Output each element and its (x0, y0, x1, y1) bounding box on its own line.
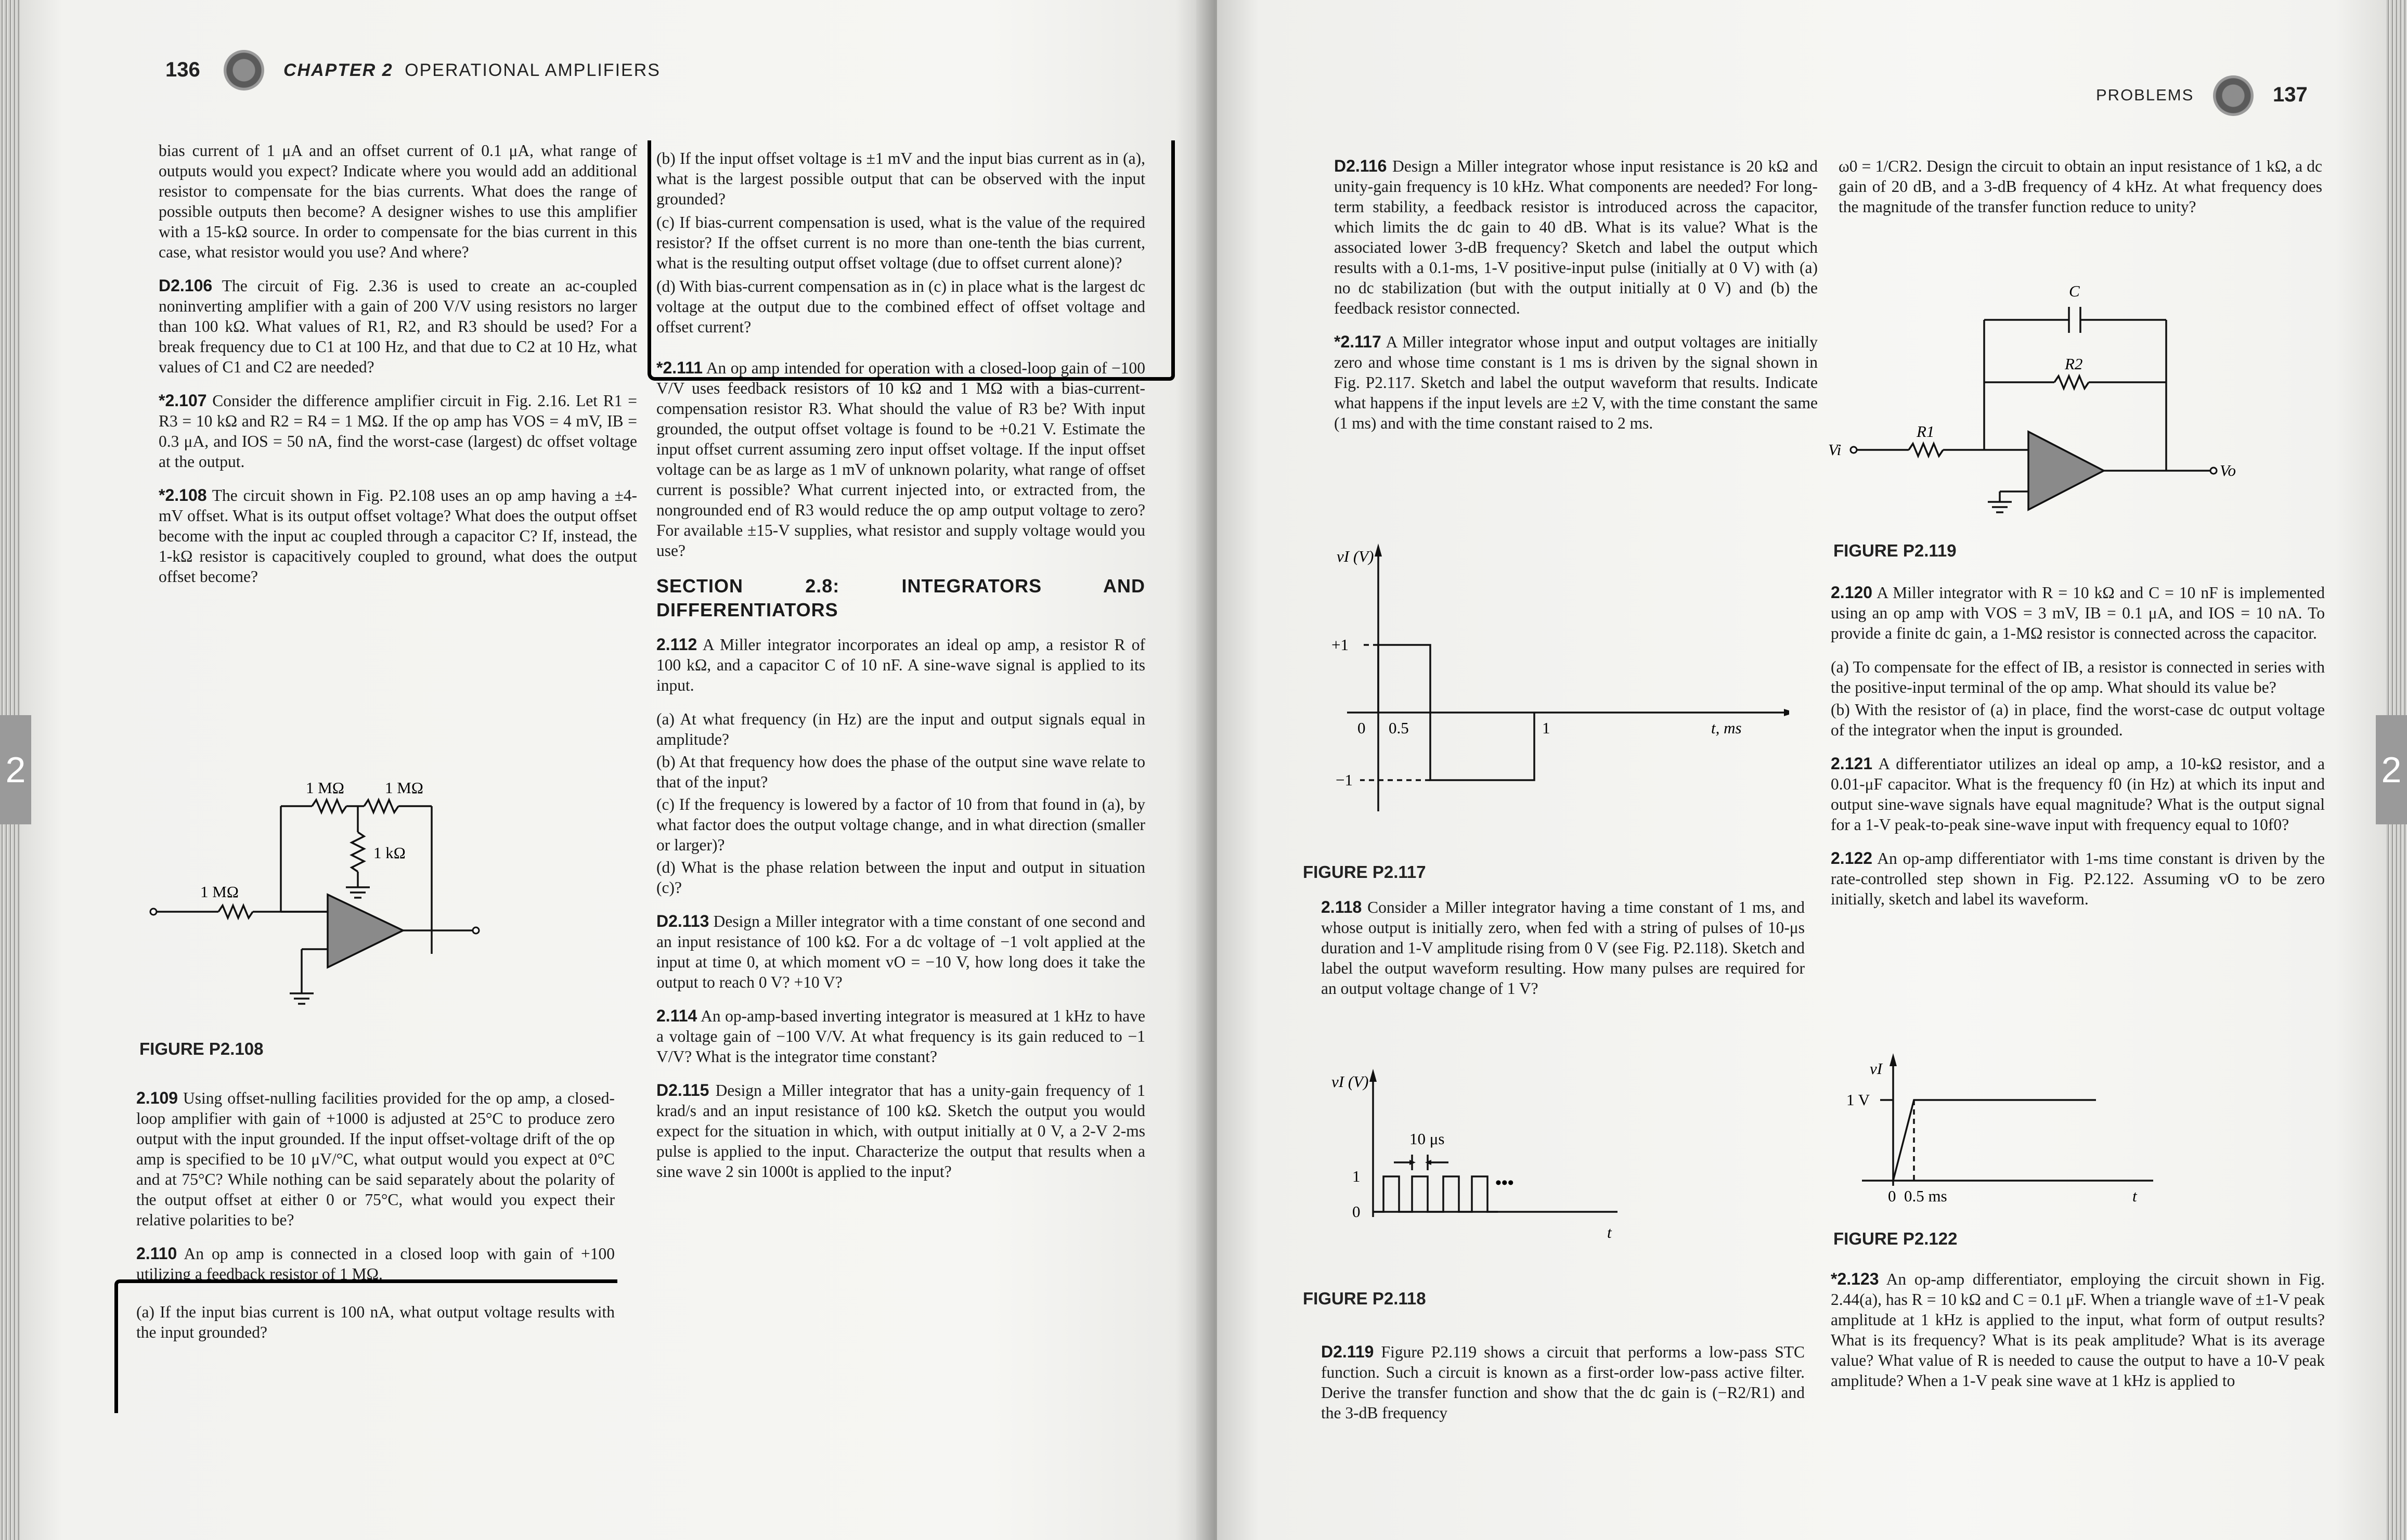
problem-text: An op amp is connected in a closed loop with gain of +100 utilizing a feedback resistor of 1 MΩ. (136, 1245, 615, 1283)
problem-text: A Miller integrator whose input and output voltages are initially zero and whose time constant is 1 ms is driven by the signal shown in Fig. P2.117. Sketch and label the output waveform that results. Indicate what happens if the input levels are ±2 V, with the time constant the same (1 ms) and with the time constant raised to 2 ms. (1334, 333, 1818, 432)
problem-2-120-b: (b) With the resistor of (a) in place, find the worst-case dc output voltage of the integrator when the input is grounded. (1831, 701, 2325, 739)
problem-2-110-b: (b) If the input offset voltage is ±1 mV and the input bias current as in (a), what is the largest possible output that can be observed with the input grounded? (656, 149, 1145, 208)
left-header (165, 58, 200, 82)
axis-label: t (1607, 1223, 1612, 1241)
problem-number: D2.116 (1334, 157, 1387, 175)
chapter-title: OPERATIONAL AMPLIFIERS (405, 60, 661, 80)
problem-D2-119 (1321, 1342, 1805, 1423)
problem-2-118 (1321, 897, 1805, 999)
right-page (1217, 0, 2407, 1540)
axis-label: vI (V) (1337, 547, 1374, 565)
tick-label: +1 (1331, 636, 1349, 654)
problem-text: An op-amp differentiator with 1-ms time constant is driven by the rate-controlled step shown in Fig. P2.122. Assuming vO to be zero initially, sketch and label its waveform. (1831, 849, 2325, 908)
problem-text: The circuit of Fig. 2.36 is used to create an ac-coupled noninverting amplifier with a gain of 200 V/V using resistors no larger than 100 kΩ. What values of R1, R2, and R3 should be used? For a break frequency due to C1 at 100 Hz, and that due to C2 at 10 Hz, what values of C1 and C2 are needed? (159, 277, 637, 376)
problem-2-110-a: (a) If the input bias current is 100 nA, what output voltage results with the input grounded? (136, 1303, 615, 1341)
problem-text: Consider a Miller integrator having a time constant of 1 ms, and whose output is initially zero, when fed with a string of pulses of 10-μs duration and 1-V amplitude rising from 0 V (see Fig. P2.118). Sketch and label the output waveform resulting. How many pulses are required for an output voltage change of 1 V? (1321, 898, 1805, 998)
tick-label: 1 (1542, 719, 1550, 737)
chapter-label: CHAPTER 2 (283, 60, 393, 80)
problem-2-109 (136, 1088, 615, 1230)
problem-number: 2.122 (1831, 849, 1873, 868)
problem-2-111 (656, 358, 1145, 561)
problem-2-110-d: (d) With bias-current compensation as in (c) in place what is the largest dc voltage at the output due to the combined effect of offset voltage and offset current? (656, 277, 1145, 336)
continuation-dots: ••• (1495, 1173, 1514, 1193)
figure-p2-117 (1321, 541, 1789, 822)
problem-text: Consider the difference amplifier circuit in Fig. 2.16. Let R1 = R3 = 10 kΩ and R2 = R4 = 1 MΩ. If the op amp has VOS = 4 mV, IB = 0.3 μA, and IOS = 50 nA, find the worst-case (largest) dc offset voltage at the output. (159, 392, 638, 471)
figure-p2-108 (140, 770, 504, 1030)
problem-text: Design a Miller integrator whose input resistance is 20 kΩ and unity-gain frequency is 10 kHz. What components are needed? For long-term stability, a feedback resistor is introduced across the capacitor, which limits the dc gain to 40 dB. What is its value? What is the associated lower 3-dB frequency? Sketch and label the output which results with a 0.1-ms, 1-V positive-input pulse (initially at 0 V) with (a) no dc stabilization (but with the output initially at 0 V) and (b) the feedback resistor connected. (1334, 157, 1818, 317)
axis-label: vI (V) (1331, 1072, 1369, 1091)
problem-text: An op amp intended for operation with a closed-loop gain of −100 V/V uses feedback resistors of 10 kΩ and 1 MΩ with a bias-current-compensation resistor R3. What should the value of R3 be? With input grounded, the output offset voltage is found to be +0.21 V. Estimate the input offset current assuming zero input offset voltage. If the input offset voltage can be as large as 1 mV of unknown polarity, what range of offset current is possible? What current injected into, or extracted from, the nongrounded end of R3 would reduce the op amp output voltage to zero? For available ±15-V supplies, what resistor and supply voltage would you use? (656, 359, 1145, 560)
component-label: R1 (1917, 422, 1935, 441)
problem-D2-115 (656, 1080, 1145, 1182)
problem-number: 2.120 (1831, 583, 1873, 602)
resistor-label: 1 MΩ (385, 779, 423, 797)
resistor-label: 1 MΩ (306, 779, 344, 797)
right-column-1 (1334, 156, 1818, 447)
ink-bracket (114, 1279, 617, 1413)
problem-text: An op-amp-based inverting integrator is measured at 1 kHz to have a voltage gain of −100 V/V. At what frequency is its gain reduced to −1 V/V? What is the integrator time constant? (656, 1007, 1145, 1066)
component-label: R2 (2065, 355, 2083, 373)
page-number: 136 (165, 58, 200, 81)
problem-2-112 (656, 635, 1145, 695)
problem-number: 2.109 (136, 1089, 178, 1107)
chapter-logo-icon (224, 50, 264, 90)
right-column-2-lower (1831, 1269, 2325, 1404)
right-column-1-mid (1321, 897, 1805, 1012)
output-label: Vo (2220, 461, 2236, 480)
figure-caption: FIGURE P2.118 (1303, 1289, 1426, 1308)
right-page-number-wrap (2273, 83, 2308, 107)
chapter-tab: 2 (0, 715, 31, 824)
resistor-label: 1 kΩ (373, 844, 406, 862)
problem-2-121 (1831, 754, 2325, 835)
figure-p2-118 (1316, 1061, 1732, 1259)
problem-text: A Miller integrator with R = 10 kΩ and C = 10 nF is implemented using an op amp with VOS = 3 mV, IB = 0.1 μA, and IOS = 10 nA. To provide a finite dc gain, a 1-MΩ resistor is connected across the capacitor. (1831, 584, 2325, 642)
problem-2-105-continued: bias current of 1 μA and an offset current of 0.1 μA, what range of outputs would you expect? Indicate where you would add an additional resistor to compensate for the bias currents. What does the range of possible outputs then become? A designer wishes to use this amplifier with a 15-kΩ source. In order to compensate for the bias current in this case, what resistor would you use? And where? (159, 141, 637, 261)
figure-caption: FIGURE P2.108 (139, 1039, 264, 1058)
figure-caption: FIGURE P2.122 (1833, 1229, 1958, 1248)
problem-number: 2.121 (1831, 754, 1873, 773)
problem-text: Using offset-nulling facilities provided for the op amp, a closed-loop amplifier with gain of +1000 is adjusted at 25°C to produce zero output with the input grounded. If the input offset-voltage drift of the op amp is specified to be 10 μV/°C, what output would you expect at 0°C and at 75°C? While nothing can be said separately about the polarity of the output offset at either 0 or 75°C, what would you expect their relative polarities to be? (136, 1089, 615, 1229)
problem-number: 2.118 (1321, 898, 1362, 916)
problem-2-112-b: (b) At that frequency how does the phase of the output sine wave relate to that of the input? (656, 753, 1145, 791)
problem-text: A differentiator utilizes an ideal op amp, a 10-kΩ resistor, and a 0.01-μF capacitor. What is the frequency f0 (in Hz) at which its input and output sine-wave signals have equal magnitude? What is the output signal for a 1-V peak-to-peak sine-wave input with frequency equal to 10f0? (1831, 755, 2325, 834)
problem-number: 2.110 (136, 1244, 177, 1263)
figure-caption: FIGURE P2.119 (1833, 541, 1957, 560)
problem-number: D2.106 (159, 276, 213, 295)
problem-2-123 (1831, 1269, 2325, 1391)
problem-D2-106 (159, 276, 637, 377)
problem-text: Design a Miller integrator that has a unity-gain frequency of 1 krad/s and an input resistance of 100 kΩ. Sketch the output you would expect for the situation in which, with output initially at 0 V, a 2-V 2-ms pulse is applied to the input. Characterize the output that results when a sine wave 2 sin 1000t is applied to the input? (656, 1081, 1146, 1181)
problem-2-117 (1334, 332, 1818, 433)
problem-number: *2.117 (1334, 332, 1381, 351)
axis-label: t (2132, 1187, 2137, 1205)
problem-D2-116 (1334, 156, 1818, 318)
input-label: Vi (1828, 441, 1842, 459)
problem-text: Figure P2.119 shows a circuit that performs a low-pass STC function. Such a circuit is known as a first-order low-pass active filter. Derive the transfer function and show that the dc gain is (−R2/R1) and the 3-dB frequency (1321, 1343, 1805, 1422)
problem-2-107 (159, 391, 637, 472)
problem-number: *2.123 (1831, 1270, 1879, 1288)
problem-text: Design a Miller integrator with a time constant of one second and an input resistance of 100 kΩ. For a dc voltage of −1 volt applied at the input at time 0, at which moment vO = −10 V, how long does it take the output to reach 0 V? +10 V? (656, 912, 1145, 991)
problem-number: D2.113 (656, 912, 709, 930)
tick-label: 0 (1357, 719, 1366, 737)
problem-text: The circuit shown in Fig. P2.108 uses an op amp having a ±4-mV offset. What is its output offset voltage? What does the output offset become with the input ac coupled through a capacitor C? If, instead, the 1-kΩ resistor is capacitively coupled to ground, what does the output offset become? (159, 486, 637, 586)
problem-text: An op-amp differentiator, employing the circuit shown in Fig. 2.44(a), has R = 10 kΩ and C = 0.1 μF. When a triangle wave of ±1-V peak amplitude at 1 kHz is applied to the input, what form of output results? What is its frequency? What is its peak amplitude? What is its average value? What value of R is needed to cause the output to have a 10-V peak amplitude? When a 1-V peak sine wave at 1 kHz is applied to (1831, 1270, 2325, 1390)
problem-number: *2.111 (656, 358, 703, 377)
problem-number: 2.112 (656, 635, 697, 654)
problem-2-110-c: (c) If bias-current compensation is used, what is the value of the required resistor? If the offset current is no more than one-tenth the bias current, what is the resulting output offset voltage (due to offset current alone)? (656, 213, 1145, 272)
tick-label: −1 (1336, 771, 1353, 789)
pulse-width-label: 10 μs (1409, 1130, 1445, 1148)
tick-label: 1 (1352, 1167, 1361, 1185)
page-number: 137 (2273, 83, 2308, 106)
right-column-2 (1839, 156, 2322, 230)
tick-label: 0.5 (1389, 719, 1409, 737)
axis-label: vI (1870, 1059, 1883, 1078)
chapter-heading (283, 60, 661, 81)
figure-p2-119 (1820, 270, 2236, 520)
right-column-2-mid (1831, 583, 2325, 923)
problem-2-114 (656, 1006, 1145, 1067)
tick-label: 1 V (1846, 1091, 1870, 1109)
problem-text: A Miller integrator incorporates an ideal op amp, a resistor R of 100 kΩ, and a capacitor C of 10 nF. A sine-wave signal is applied to its input. (656, 636, 1145, 694)
problem-number: 2.114 (656, 1006, 697, 1025)
header-title: PROBLEMS (2096, 86, 2194, 104)
problem-2-122 (1831, 848, 2325, 909)
problem-number: *2.108 (159, 486, 207, 504)
component-label: C (2069, 282, 2080, 300)
problem-number: D2.119 (1321, 1342, 1374, 1361)
section-heading: SECTION 2.8: INTEGRATORS AND DIFFERENTIATORS (656, 575, 1145, 620)
problem-2-120-a: (a) To compensate for the effect of IB, a resistor is connected in series with the positive-input terminal of the op amp. What should its value be? (1831, 658, 2325, 696)
figure-p2-122 (1831, 1051, 2195, 1217)
axis-label: t, ms (1711, 719, 1742, 737)
problem-number: *2.107 (159, 391, 207, 410)
problem-2-112-a: (a) At what frequency (in Hz) are the input and output signals equal in amplitude? (656, 710, 1145, 748)
problem-2-120 (1831, 583, 2325, 643)
figure-caption: FIGURE P2.117 (1303, 862, 1426, 882)
problem-2-110 (136, 1244, 615, 1284)
chapter-tab: 2 (2376, 715, 2407, 824)
problem-2-112-c: (c) If the frequency is lowered by a factor of 10 from that found in (a), by what factor does the output voltage change, and in what direction (smaller or larger)? (656, 795, 1145, 854)
problem-2-112-d: (d) What is the phase relation between the input and output in situation (c)? (656, 858, 1145, 897)
problem-number: D2.115 (656, 1081, 709, 1099)
problem-D2-113 (656, 911, 1145, 992)
tick-label: 0 0.5 ms (1888, 1187, 1947, 1205)
left-column-1 (159, 140, 637, 600)
right-column-1-lower (1321, 1342, 1805, 1437)
chapter-logo-icon (2213, 75, 2254, 116)
ink-bracket (648, 140, 1175, 381)
tick-label: 0 (1352, 1202, 1361, 1221)
resistor-label: 1 MΩ (200, 883, 239, 901)
problem-2-108 (159, 485, 637, 587)
right-header (2096, 86, 2194, 105)
problem-D2-119-continued: ω0 = 1/CR2. Design the circuit to obtain an input resistance of 1 kΩ, a dc gain of 20 dB, and a 3-dB frequency of 4 kHz. At what frequency does the magnitude of the transfer function reduce to unity? (1839, 157, 2322, 216)
